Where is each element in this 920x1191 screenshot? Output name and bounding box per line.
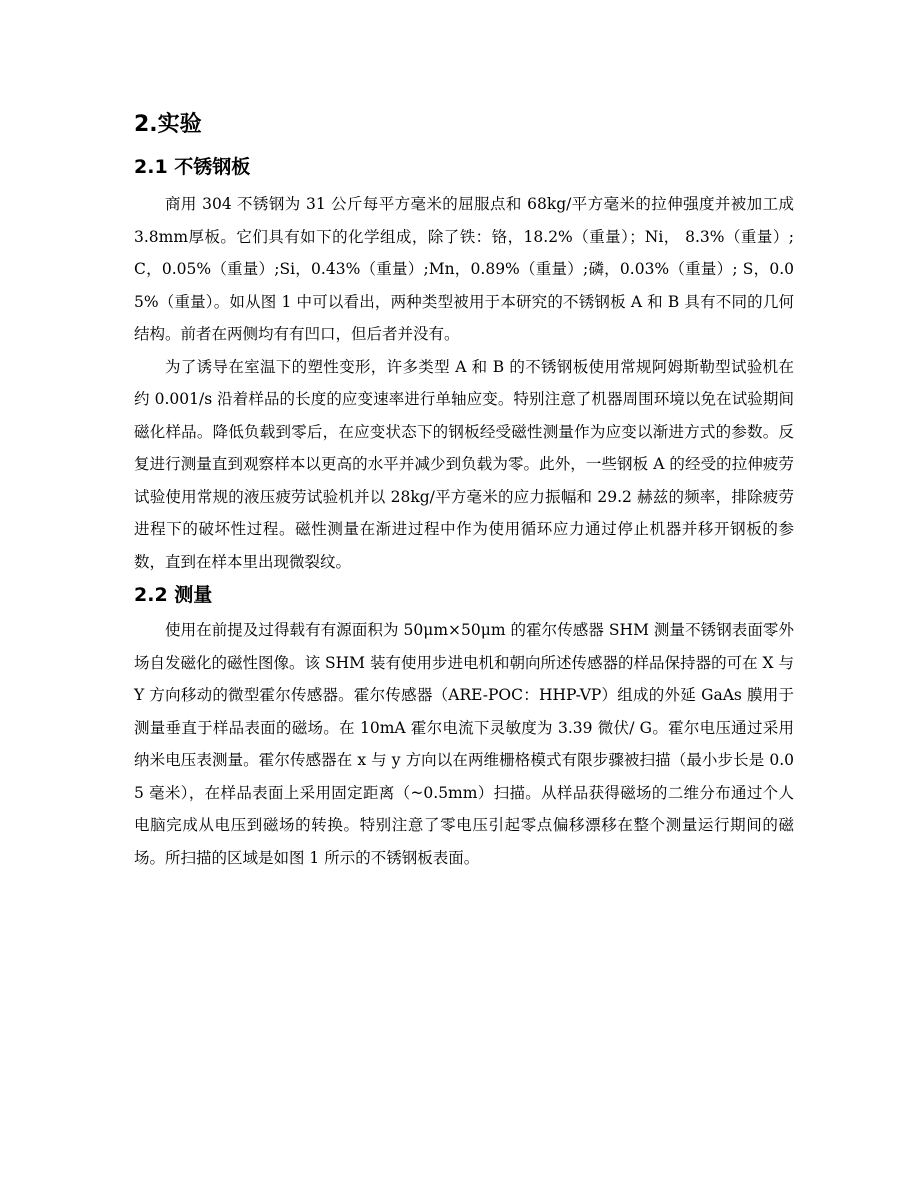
paragraph-deformation-tests: 为了诱导在室温下的塑性变形，许多类型 A 和 B 的不锈钢板使用常规阿姆斯勒型试验机在约 0.001/s 沿着样品的长度的应变速率进行单轴应变。特别注意了机器周围环境以免在试验期间磁化样品。降低负载到零后，在应变状态下的钢板经受磁性测量作为应变以渐进方式的参数。反复进行测量直到观察样本以更高的水平并减少到负载为零。此外，一些钢板 A 的经受的拉伸疲劳试验使用常规的液压疲劳试验机并以 28kg/平方毫米的应力振幅和 29.2 赫兹的频率，排除疲劳进程下的破坏性过程。磁性测量在渐进过程中作为使用循环应力通过停止机器并移开钢板的参数，直到在样本里出现微裂纹。 [134, 357, 794, 571]
section-heading: 2.实验 [134, 112, 202, 137]
subsection-heading-stainless-steel: 2.1 不锈钢板 [134, 156, 251, 178]
paragraph-measurement-method: 使用在前提及过得载有有源面积为 50μm×50μm 的霍尔传感器 SHM 测量不锈钢表面零外场自发磁化的磁性图像。该 SHM 装有使用步进电机和朝向所述传感器的样品保持器的可在 X 与 Y 方向移动的微型霍尔传感器。霍尔传感器（ARE-POC：HHP-VP）组成的外延 GaAs 膜用于测量垂直于样品表面的磁场。在 10mA 霍尔电流下灵敏度为 3.39 微伏/ G。霍尔电压通过采用纳米电压表测量。霍尔传感器在 x 与 y 方向以在两维栅格模式有限步骤被扫描（最小步长是 0.05 毫米），在样品表面上采用固定距离（~0.5mm）扫描。从样品获得磁场的二维分布通过个人电脑完成从电压到磁场的转换。特别注意了零电压引起零点偏移漂移在整个测量运行期间的磁场。所扫描的区域是如图 1 所示的不锈钢板表面。 [134, 621, 794, 867]
paragraph-material-composition: 商用 304 不锈钢为 31 公斤每平方毫米的屈服点和 68kg/平方毫米的拉伸强度并被加工成 3.8mm厚板。它们具有如下的化学组成，除了铁：铬，18.2%（重量）；Ni， 8.3%（重量）; C，0.05%（重量）;Si，0.43%（重量）;Mn，0.89%（重量）;磷，0.03%（重量）; S，0.05%（重量）。如从图 1 中可以看出，两种类型被用于本研究的不锈钢板 A 和 B 具有不同的几何结构。前者在两侧均有有凹口，但后者并没有。 [134, 195, 794, 343]
document-page [134, 108, 794, 874]
subsection-heading-measurement: 2.2 测量 [134, 584, 213, 606]
